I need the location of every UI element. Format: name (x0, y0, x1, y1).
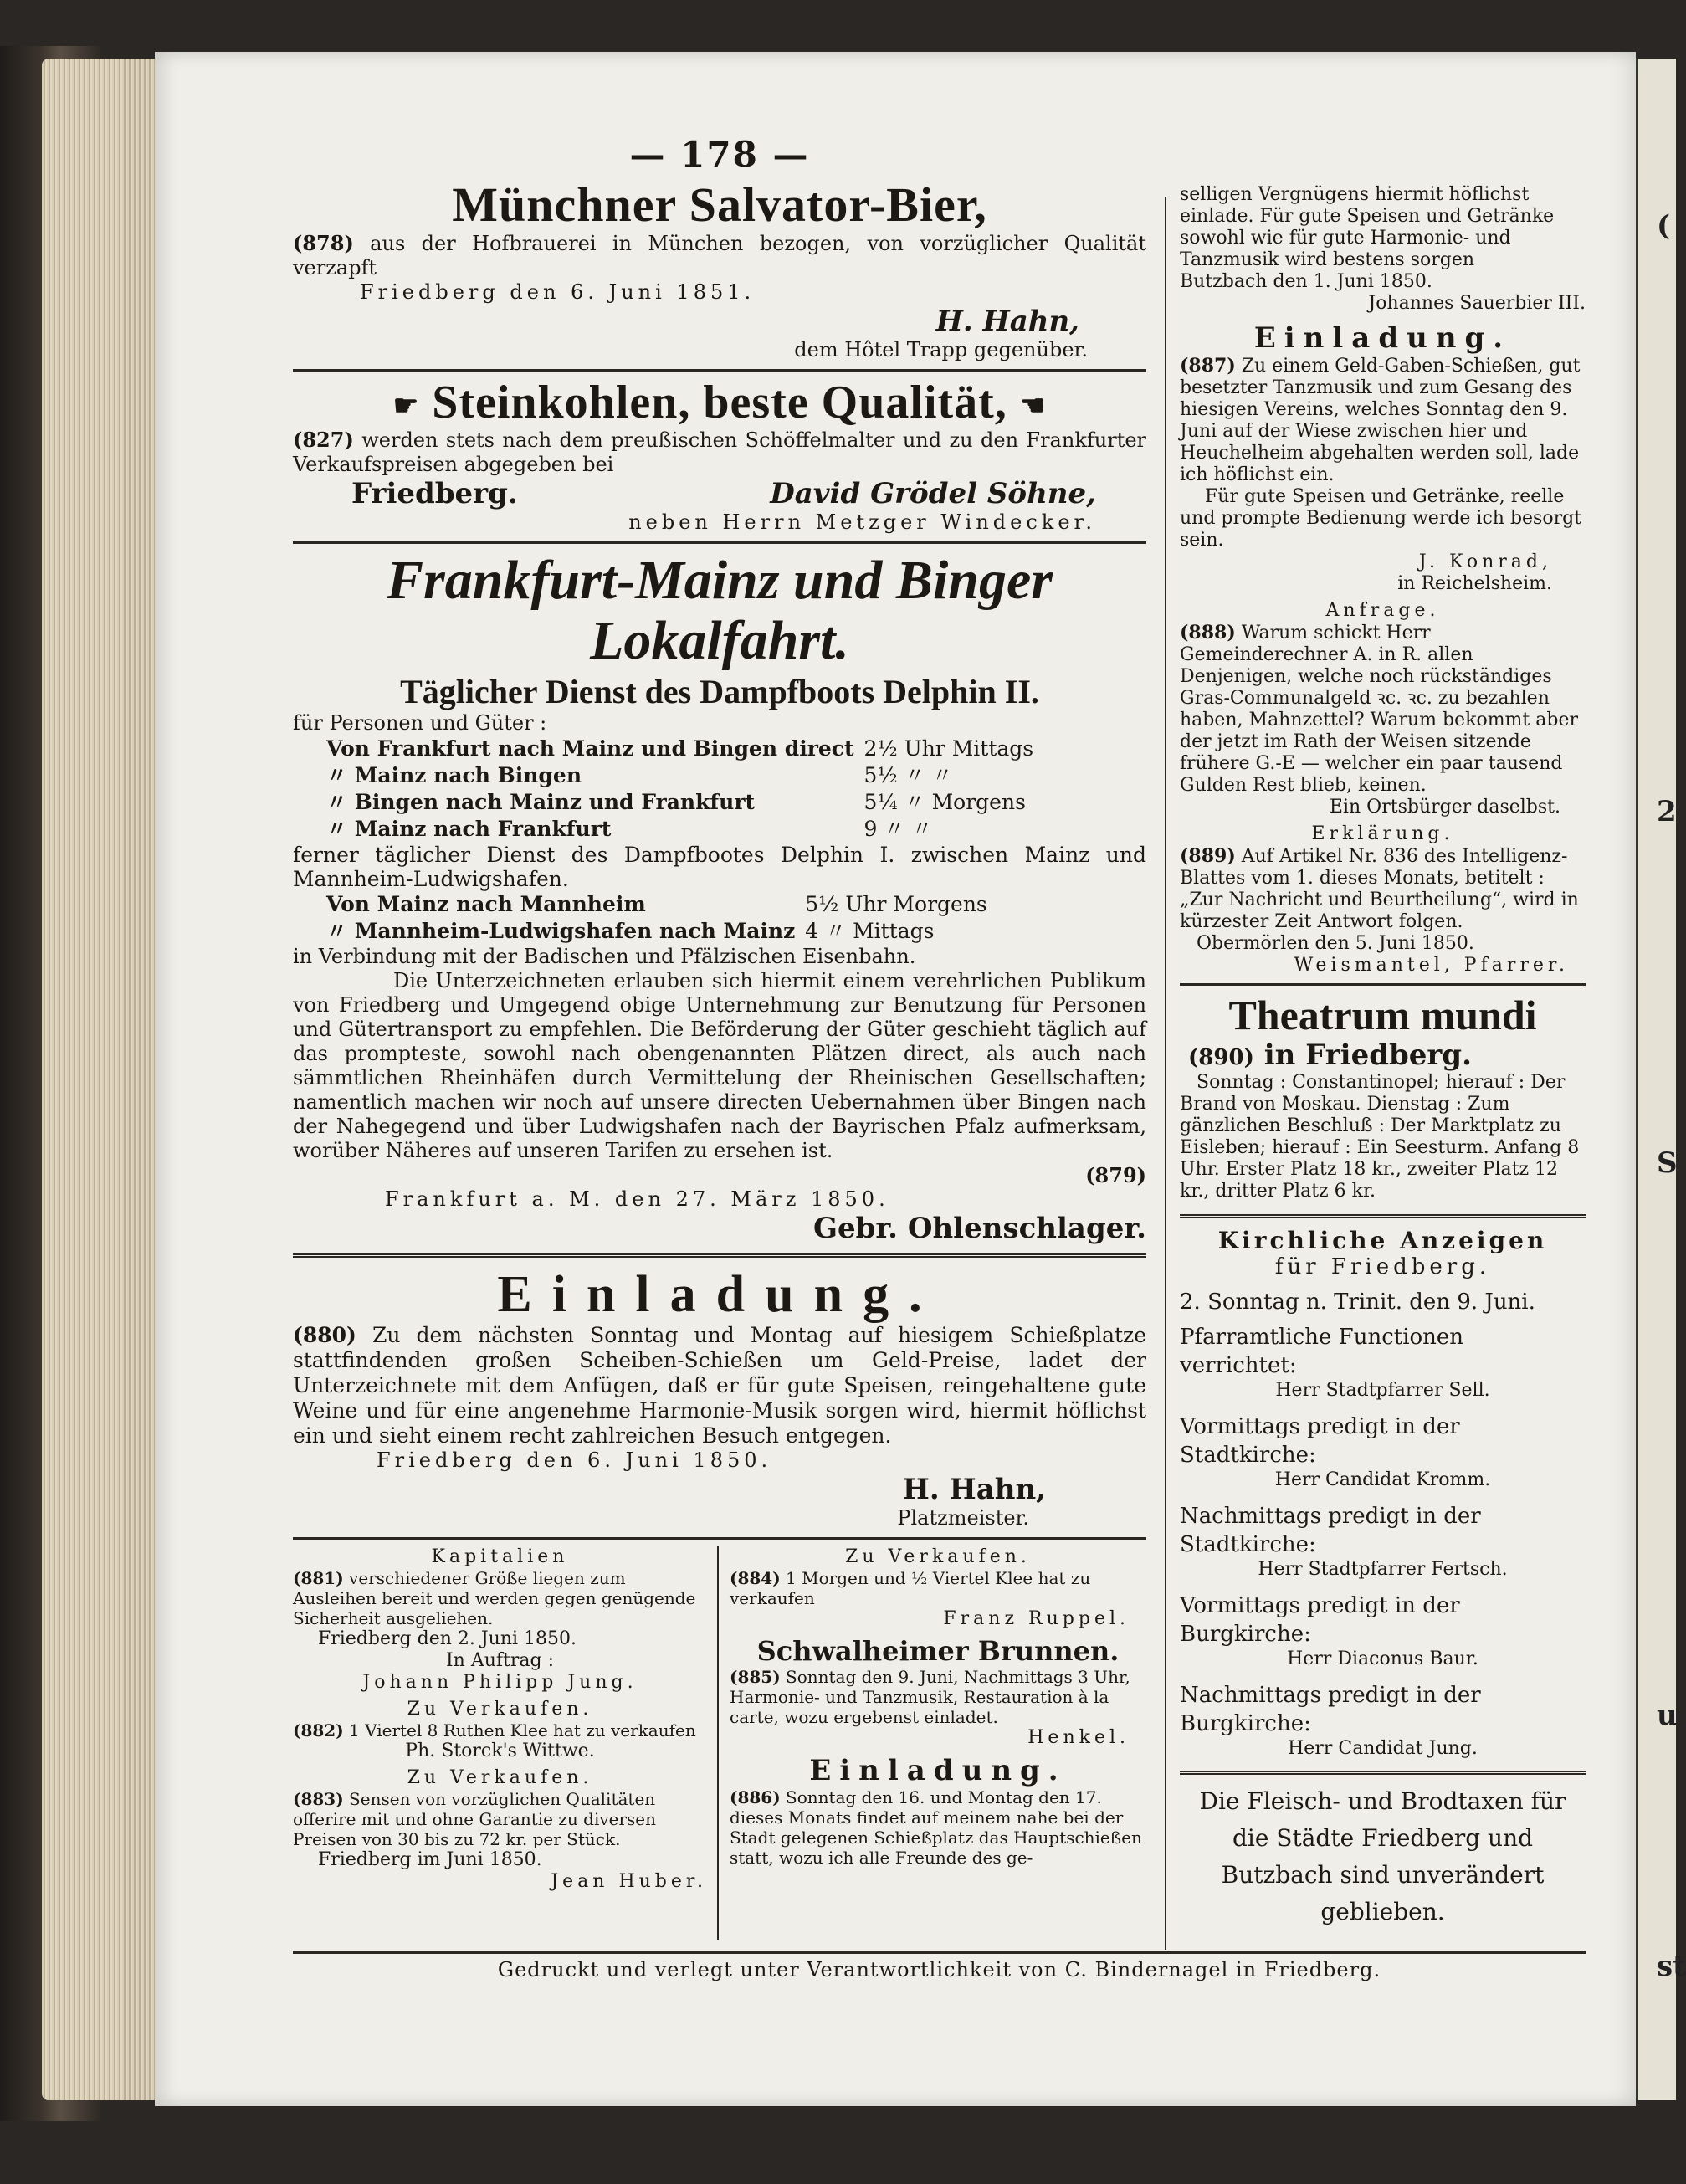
kirchliche-item-label: Vormittags predigt in der Stadtkirche: (1180, 1414, 1460, 1468)
ad-882-text: 1 Viertel 8 Ruthen Klee hat zu verkaufen (349, 1720, 696, 1741)
double-divider (1180, 1214, 1586, 1218)
kirchliche-item-name: Herr Stadtpfarrer Sell. (1275, 1380, 1490, 1401)
ad-878-signature-sub: dem Hôtel Trapp gegenüber. (794, 337, 1088, 361)
ad-881-auftrag: In Auftrag : (445, 1650, 554, 1672)
ad-881-place-date: Friedberg den 2. Juni 1850. (318, 1628, 577, 1650)
next-page-mark: ( (1657, 209, 1671, 243)
ad-882-signature: Ph. Storck's Wittwe. (405, 1741, 595, 1762)
divider (293, 1537, 1146, 1540)
ad-887-text: Zu einem Geld-Gaben-Schießen, gut besetzter Tanzmusik und zum Gesang des hiesigen Vereins, welches Sonntag den 9. Juni auf der Wiese zwischen hier und Heuchelheim abgehalten werden soll, lade ich höflichst ein. (1180, 356, 1581, 485)
ad-879-schedule (321, 736, 1038, 843)
ad-878-text: aus der Hofbrauerei in München bezogen, von vorzüglicher Qualität verzapft (293, 231, 1146, 279)
page-stack-edges (42, 59, 159, 2100)
ad-881-heading: Kapitalien (431, 1546, 569, 1568)
ad-880-number: (880) (293, 1323, 356, 1348)
schedule-row: 〃 Mannheim-Ludwigshafen nach Mainz 4 〃 Mittags (326, 918, 935, 943)
schedule-row: 〃 Mainz nach Bingen 5½ 〃 〃 (326, 762, 953, 787)
ad-880-place-date: Friedberg den 6. Juni 1850. (377, 1448, 772, 1473)
ad-880-signature-sub: Platzmeister. (897, 1506, 1029, 1530)
schedule-row: Von Mainz nach Mannheim 5½ Uhr Morgens (326, 891, 987, 916)
ad-889-number: (889) (1180, 845, 1236, 867)
ad-827-place: Friedberg. (351, 476, 518, 510)
ad-882-heading: Zu Verkaufen. (407, 1699, 593, 1720)
kirchliche-date: 2. Sonntag n. Trinit. den 9. Juni. (1180, 1289, 1535, 1315)
ad-884-text: 1 Morgen und ½ Viertel Klee hat zu verkaufen (730, 1568, 1091, 1609)
ad-888-number: (888) (1180, 622, 1236, 643)
ad-882-number: (882) (293, 1720, 344, 1741)
ad-886-number: (886) (730, 1787, 781, 1808)
right-column (1180, 184, 1586, 1930)
kirchliche-item-name: Herr Candidat Jung. (1288, 1738, 1478, 1759)
ad-888-heading: Anfrage. (1325, 600, 1440, 621)
small-ads-area (293, 1546, 1146, 1948)
ad-879-title-line1: Frankfurt-Mainz und Binger (387, 549, 1053, 611)
column-rule (1165, 197, 1166, 1950)
ad-889-place-date: Obermörlen den 5. Juni 1850. (1197, 933, 1474, 954)
page-number: — 178 — (629, 134, 810, 175)
brodtaxen-notice: Die Fleisch- und Brodtaxen für die Städte Friedberg und Butzbach sind unverändert geblieben. (1199, 1787, 1566, 1925)
ad-879-place-date: Frankfurt a. M. den 27. März 1850. (385, 1187, 889, 1211)
schedule-row: 〃 Bingen nach Mainz und Frankfurt 5¼ 〃 Morgens (326, 789, 1026, 814)
kirchliche-item-label: Nachmittags predigt in der Stadtkirche: (1180, 1504, 1481, 1557)
ad-878-place-date: Friedberg den 6. Juni 1851. (360, 279, 756, 304)
ad-879-text: Die Unterzeichneten erlauben sich hiermit einem verehrlichen Publikum von Friedberg und Umgegend obige Unternehmung zur Benutzung für Personen und Gütertransport zu empfehlen. Die Beförderung der Güter geschieht täglich auf das prompteste, sowohl nach obengenannten Plätzen direct, als auch nach sämmtlichen Rheinhäfen durch Vermittelung der Rheinischen Gesellschaften; namentlich machen wir noch auf unsere directen Uebernahmen über Bingen nach der Nahegegend und über Ludwigshafen nach der Bayrischen Pfalz aufmerksam, worüber Näheres auf unseren Tarifen zu ersehen ist. (293, 968, 1146, 1162)
divider (293, 541, 1146, 544)
ad-878-signature: H. Hahn, (935, 304, 1079, 338)
ad-879-schedule2 (321, 891, 992, 945)
ad-883-number: (883) (293, 1789, 344, 1810)
ad-827-heading: Steinkohlen, beste Qualität, (432, 376, 1007, 428)
ad-887-heading: Einladung. (1253, 321, 1512, 355)
ad-886-continuation: selligen Vergnügens hiermit höflichst einlade. Für gute Speisen und Getränke sowohl wie für gute Harmonie- und Tanzmusik wird bestens sorgen (1180, 184, 1555, 270)
ad-881-text: verschiedener Größe liegen zum Ausleihen bereit und werden gegen genügende Sicherheit ausgeliehen. (293, 1568, 696, 1629)
kirchliche-heading: Kirchliche Anzeigen (1217, 1227, 1548, 1254)
kirchliche-sub: für Friedberg. (1274, 1254, 1491, 1279)
ad-886-text: Sonntag den 16. und Montag den 17. dieses Monats findet auf meinem nahe bei der Stadt gelegenen Schießplatz das Hauptschießen statt, wozu ich alle Freunde des ge- (730, 1787, 1142, 1869)
ad-885-text: Sonntag den 9. Juni, Nachmittags 3 Uhr, Harmonie- und Tanzmusik, Restauration à la carte, wozu ergebenst einladet. (730, 1667, 1130, 1728)
ad-887-number: (887) (1180, 355, 1236, 377)
ad-886-place-date: Butzbach den 1. Juni 1850. (1180, 271, 1432, 292)
ad-883-heading: Zu Verkaufen. (407, 1767, 593, 1789)
ad-889-heading: Erklärung. (1311, 823, 1454, 844)
divider (293, 369, 1146, 372)
next-page-edge (1636, 59, 1686, 2100)
ad-887-signature: J. Konrad, (1418, 551, 1552, 572)
kirchliche-item-name: Herr Stadtpfarrer Fertsch. (1258, 1559, 1508, 1580)
ad-884-signature: Franz Ruppel. (943, 1608, 1130, 1630)
ad-879-intro: für Personen und Güter : (293, 710, 547, 735)
double-divider (1180, 1771, 1586, 1775)
ad-880-text: Zu dem nächsten Sonntag und Montag auf hiesigem Schießplatze stattfindenden großen Scheiben-Schießen um Geld-Preise, ladet der Unterzeichnete mit dem Anfügen, daß er für gute Speisen, reingehaltene gute Weine und für eine angenehme Harmonie-Musik sorgen wird, hiermit höflichst ein und sieht einem recht zahlreichen Besuch entgegen. (293, 1323, 1146, 1448)
ad-885-signature: Henkel. (1027, 1727, 1130, 1749)
pointing-hand-left-icon: ☛ (392, 391, 420, 423)
ad-887-text2: Für gute Speisen und Getränke, reelle und prompte Bedienung werde ich besorgt sein. (1180, 486, 1582, 551)
column-rule (717, 1546, 719, 1940)
kirchliche-item-name: Herr Candidat Kromm. (1274, 1469, 1491, 1490)
footer-rule (293, 1951, 1586, 1954)
ad-827-number: (827) (293, 427, 354, 452)
ad-885-heading: Schwalheimer Brunnen. (756, 1635, 1120, 1668)
ad-887-signature-sub: in Reichelsheim. (1397, 573, 1552, 594)
ad-881-number: (881) (293, 1568, 344, 1589)
ad-879-title-line2: Lokalfahrt. (590, 610, 849, 672)
ad-880-signature: H. Hahn, (902, 1473, 1046, 1507)
pointing-hand-right-icon: ☚ (1019, 391, 1047, 423)
ad-890-heading2: in Friedberg. (1263, 1038, 1472, 1072)
ad-878-number: (878) (293, 230, 354, 255)
ad-827-signature-sub: neben Herrn Metzger Windecker. (628, 510, 1096, 534)
ad-890-number: (890) (1188, 1045, 1254, 1070)
next-page-mark: st (1657, 1950, 1686, 1983)
ad-884-number: (884) (730, 1568, 781, 1589)
schedule-row: Von Frankfurt nach Mainz und Bingen direct 2½ Uhr Mittags (326, 736, 1034, 761)
next-page-mark: u (1657, 1699, 1678, 1732)
ad-881-signature: Johann Philipp Jung. (362, 1672, 638, 1694)
ad-883-signature: Jean Huber. (551, 1871, 707, 1893)
ad-879-connection: in Verbindung mit der Badischen und Pfälzischen Eisenbahn. (293, 944, 916, 968)
ad-883-place-date: Friedberg im Juni 1850. (318, 1849, 542, 1871)
left-column (293, 134, 1146, 1948)
ad-886-heading: Einladung. (809, 1754, 1067, 1788)
kirchliche-item-label: Pfarramtliche Functionen verrichtet: (1180, 1325, 1464, 1378)
ad-889-text: Auf Artikel Nr. 836 des Intelligenz-Blattes vom 1. dieses Monats, betitelt : „Zur Nachricht und Beurtheilung“, wird in kürzester Zeit Antwort folgen. (1180, 846, 1579, 932)
divider (1180, 983, 1586, 986)
ad-888-text: Warum schickt Herr Gemeinderechner A. in R. allen Denjenigen, welche noch rückständiges Gras-Communalgeld ꝛc. ꝛc. zu bezahlen haben, Mahnzettel? Warum bekommt aber der jetzt im Rath der Weisen sitzende frühere G.-E — welcher ein paar tausend Gulden Rest blieb, keinen. (1180, 623, 1578, 796)
ad-880-heading: Einladung. (497, 1265, 942, 1323)
small-ads-right (730, 1546, 1146, 1868)
ad-888-signature: Ein Ortsbürger daselbst. (1329, 797, 1560, 818)
ad-884-heading: Zu Verkaufen. (845, 1546, 1031, 1568)
ad-827-signature: David Grödel Söhne, (770, 476, 1096, 510)
ad-889-signature: Weismantel, Pfarrer. (1294, 955, 1569, 976)
ad-886-signature: Johannes Sauerbier III. (1368, 293, 1586, 314)
kirchliche-item-label: Nachmittags predigt in der Burgkirche: (1180, 1683, 1481, 1736)
next-page-mark: S (1657, 1146, 1678, 1180)
schedule-row: 〃 Mainz nach Frankfurt 9 〃 〃 (326, 816, 933, 841)
ad-879-signature: Gebr. Ohlenschlager. (812, 1211, 1146, 1245)
ad-890-heading: Theatrum mundi (1228, 992, 1537, 1038)
next-page-mark: 2 (1657, 795, 1677, 828)
printer-imprint: Gedruckt und verlegt unter Verantwortlichkeit von C. Bindernagel in Friedberg. (497, 1958, 1381, 1981)
kirchliche-item-name: Herr Diaconus Baur. (1287, 1648, 1478, 1669)
ad-883-text: Sensen von vorzüglichen Qualitäten offerire mit und ohne Garantie zu diversen Preisen von 30 bis zu 72 kr. per Stück. (293, 1789, 657, 1850)
small-ads-left (293, 1546, 707, 1893)
kirchliche-item-label: Vormittags predigt in der Burgkirche: (1180, 1593, 1460, 1647)
ad-878-heading: Münchner Salvator-Bier, (452, 177, 987, 232)
ad-879-ferner: ferner täglicher Dienst des Dampfbootes Delphin I. zwischen Mainz und Mannheim-Ludwigshafen. (293, 842, 1146, 891)
ad-827-text: werden stets nach dem preußischen Schöffelmalter und zu den Frankfurter Verkaufspreisen abgegeben bei (293, 428, 1146, 476)
double-divider (293, 1253, 1146, 1258)
ad-879-number: (879) (1085, 1162, 1146, 1187)
ad-879-subtitle: Täglicher Dienst des Dampfboots Delphin II. (400, 672, 1039, 710)
ad-890-text: Sonntag : Constantinopel; hierauf : Der Brand von Moskau. Dienstag : Zum gänzlichen Beschluß : Der Marktplatz zu Eisleben; hierauf : Ein Seesturm. Anfang 8 Uhr. Erster Platz 18 kr., zweiter Platz 12 kr., dritter Platz 6 kr. (1180, 1072, 1580, 1202)
ad-885-number: (885) (730, 1667, 781, 1688)
